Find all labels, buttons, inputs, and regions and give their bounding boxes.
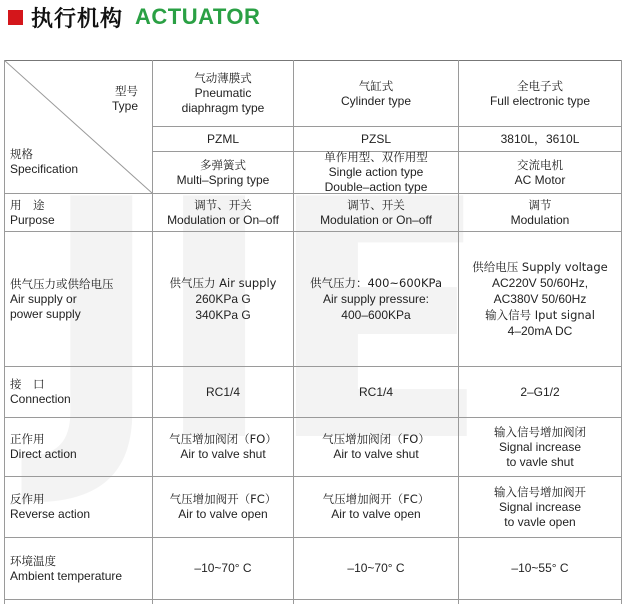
power-supply-electronic: 供给电压 Supply voltage AC220V 50/60Hz, AC380V 50/60Hz 输入信号 Iput signal 4–20mA DC	[472, 260, 608, 338]
column-header-cylinder: 气缸式 Cylinder type	[340, 78, 412, 108]
row-divider	[4, 599, 622, 600]
ambient-temp-cylinder: –10~70° C	[347, 561, 405, 575]
table-border-right	[621, 60, 622, 604]
spec-action-type: 单作用型、双作用型 Single action type Double–action type	[324, 150, 428, 194]
model-pzsl: PZSL	[360, 131, 391, 146]
direct-action-electronic: 输入信号增加阀闭 Signal increase to vavle shut	[494, 424, 586, 469]
connection-electronic: 2–G1/2	[520, 384, 560, 399]
row-label-reverse-action: 反作用 Reverse action	[10, 492, 91, 521]
header-type-label: 型号 Type	[111, 84, 138, 113]
header-spec-label: 规格 Specification	[10, 147, 79, 176]
spec-ac-motor: 交流电机 AC Motor	[514, 157, 566, 187]
model-pzml: PZML	[206, 131, 239, 146]
reverse-action-cylinder: 气压增加阀开（FC） Air to valve open	[322, 492, 430, 521]
ambient-temp-electronic: –10~55° C	[511, 561, 569, 575]
heading-chinese: 执行机构	[31, 6, 124, 32]
connection-cylinder: RC1/4	[358, 384, 393, 399]
column-header-pneumatic: 气动薄膜式 Pneumatic diaphragm type	[181, 71, 265, 115]
ambient-temp-pneumatic: –10~70° C	[194, 561, 252, 575]
row-label-ambient-temperature: 环境温度 Ambient temperature	[10, 553, 123, 583]
model-3810l: 3810L，3610L	[500, 131, 580, 146]
reverse-action-electronic: 输入信号增加阀开 Signal increase to vavle open	[494, 484, 586, 529]
air-supply-pneumatic: 供气压力 Air supply 260KPa G 340KPa G	[169, 276, 277, 322]
purpose-pneumatic: 调节、开关 Modulation or On–off	[167, 197, 279, 227]
direct-action-cylinder: 气压增加阀闭（FO） Air to valve shut	[322, 432, 430, 461]
direct-action-pneumatic: 气压增加阀闭（FO） Air to valve shut	[169, 432, 277, 461]
heading-english: ACTUATOR	[135, 4, 261, 29]
spec-multi-spring: 多弹簧式 Multi–Spring type	[176, 157, 270, 187]
row-label-connection: 接 口 Connection	[10, 377, 71, 406]
row-label-purpose: 用 途 Purpose	[10, 197, 55, 227]
air-supply-cylinder: 供气压力：400~600KPa Air supply pressure: 400–600KPa	[309, 276, 443, 322]
reverse-action-pneumatic: 气压增加阀开（FC） Air to valve open	[169, 492, 277, 521]
purpose-electronic: 调节 Modulation	[510, 197, 570, 227]
purpose-cylinder: 调节、开关 Modulation or On–off	[320, 197, 432, 227]
row-label-air-supply: 供气压力或供给电压 Air supply or power supply	[10, 276, 114, 321]
connection-pneumatic: RC1/4	[205, 384, 240, 399]
row-label-direct-action: 正作用 Direct action	[10, 432, 77, 461]
column-header-electronic: 全电子式 Full electronic type	[489, 78, 591, 108]
